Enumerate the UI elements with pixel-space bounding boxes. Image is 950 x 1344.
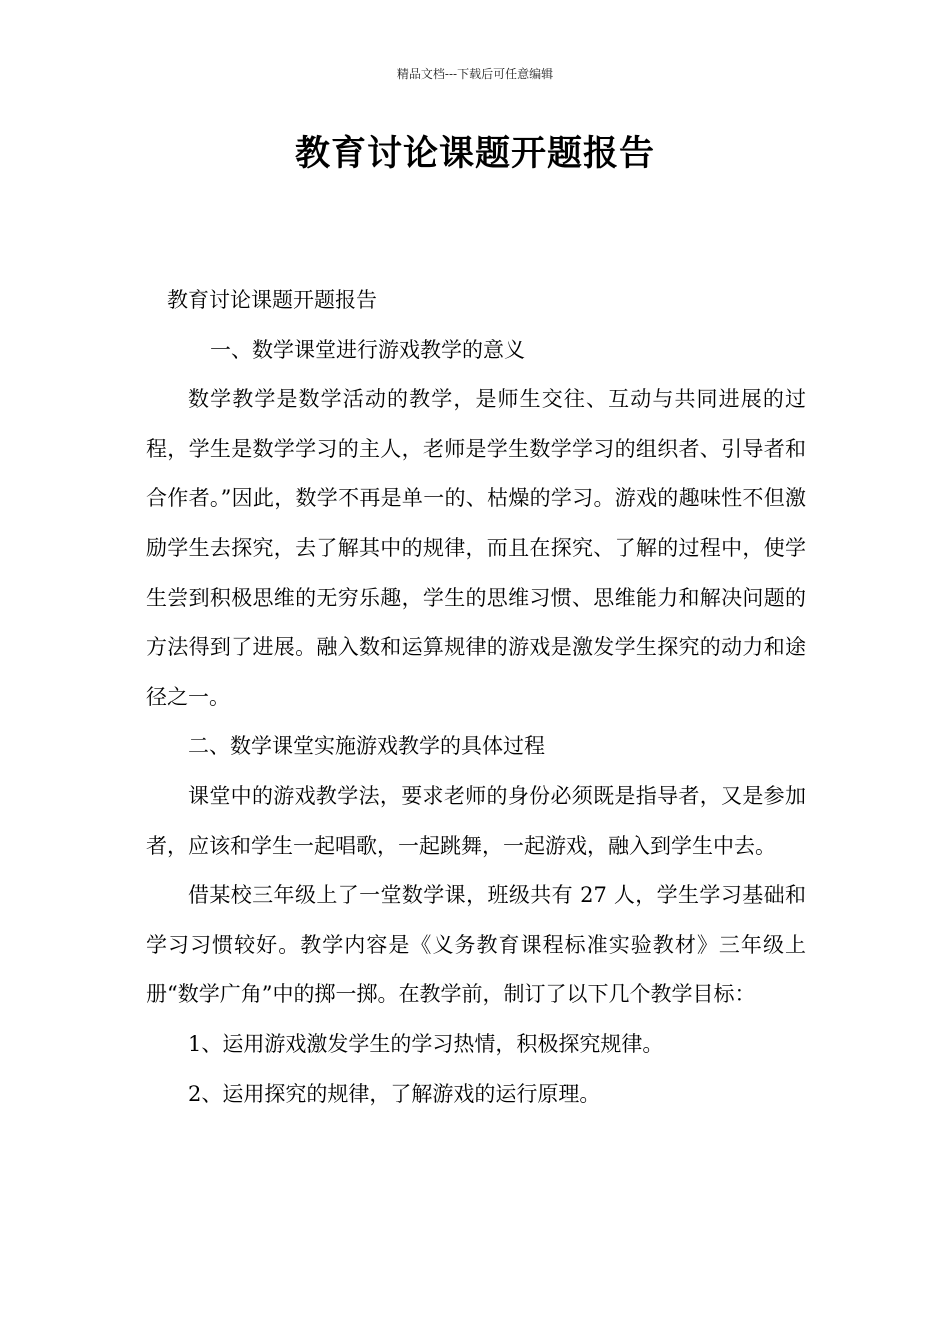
header-note: 精品文档---下载后可任意编辑 [396,67,554,81]
document-title: 教育讨论课题开题报告 [294,133,655,174]
goal-item-2: 2、运用探究的规律，了解游戏的运行原理。 [188,1081,601,1106]
section-heading-1: 一、数学课堂进行游戏教学的意义 [210,337,525,362]
body-paragraph-3: 借某校三年级上了一堂数学课，班级共有 27 人，学生学习基础和学习习惯较好。教学内容是《义务教育课程标准实验教材》三年级上册“数学广角”中的掷一掷。在教学前，制订了以下几个教学目标： [146,883,806,1007]
goal-item-1: 1、运用游戏激发学生的学习热情，积极探究规律。 [188,1031,664,1056]
subtitle-paragraph: 教育讨论课题开题报告 [167,288,377,312]
body-paragraph-1: 数学教学是数学活动的教学，是师生交往、互动与共同进展的过程，学生是数学学习的主人，老师是学生数学学习的组织者、引导者和合作者。”因此，数学不再是单一的、枯燥的学习。游戏的趣味性不但激励学生去探究，去了解其中的规律，而且在探究、了解的过程中，使学生尝到积极思维的无穷乐趣，学生的思维习惯、思维能力和解决问题的方法得到了进展。融入数和运算规律的游戏是激发学生探究的动力和途径之一。 [146,387,806,709]
document-body [146,276,806,1119]
body-paragraph-2: 课堂中的游戏教学法，要求老师的身份必须既是指导者，又是参加者，应该和学生一起唱歌，一起跳舞，一起游戏，融入到学生中去。 [146,783,806,858]
section-heading-2: 二、数学课堂实施游戏教学的具体过程 [188,734,545,759]
